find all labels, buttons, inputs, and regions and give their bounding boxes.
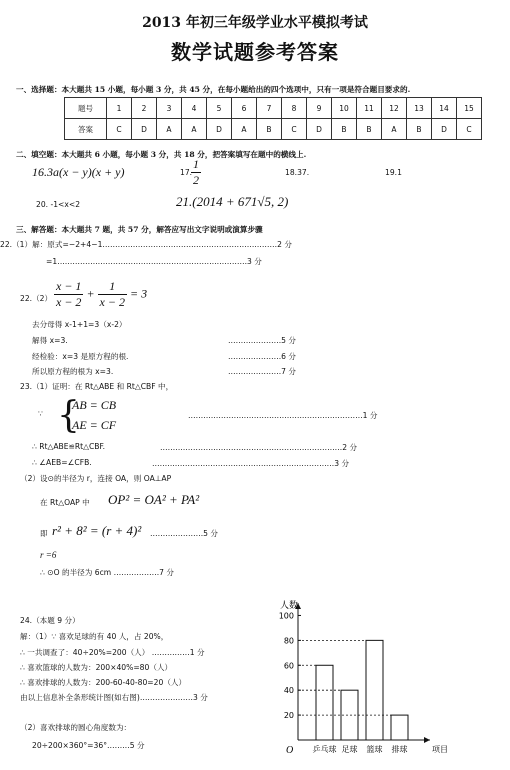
bar [366,640,383,740]
q23-2-pythagoras: OP² = OA² + PA² [108,492,200,507]
y-tick-label: 80 [283,636,294,646]
y-tick-label: 20 [283,711,294,721]
category-label: 篮球 [366,745,383,754]
q24-line6: （2）喜欢排球的圆心角度数为： [20,723,132,732]
q22-2-step2: 解得 x=3. [32,336,68,345]
answer-19: 19.1 [385,168,402,177]
y-tick-label: 40 [283,686,294,696]
answer-17-numerator: 1 [193,157,199,171]
answer-table-number-cell: 5 [207,98,232,119]
q22-1-line2: =1…………………………………………………………………3 分 [46,257,262,266]
answer-table-number-cell: 11 [357,98,382,119]
doc-title: 数学试题参考答案 [171,40,339,64]
answer-table-number-cell: 15 [457,98,482,119]
answer-table-answer-cell: A [182,119,207,140]
q23-2-equation: r² + 8² = (r + 4)² [52,523,142,538]
q23-because: ∵ [38,409,43,418]
q23-conclusion1-score: ………………………………………………………………2 分 [160,443,358,452]
q23-2-ie: 即 [40,529,48,538]
category-label: 足球 [341,745,358,754]
category-label: 排球 [391,745,408,754]
bar-chart [270,595,470,767]
section3-heading: 三、解答题：本大题共 7 题，共 57 分，解答应写出文字说明或演算步骤 [16,225,263,234]
answer-table-number-cell: 13 [407,98,432,119]
q23-eq-score: ……………………………………………………………1 分 [188,411,378,420]
q24-line4: ∴ 喜欢排球的人数为：200-60-40-80=20（人） [20,678,187,687]
q23-2-context: 在 Rt△OAP 中 [40,498,90,507]
q23-2-equation-score: …………………5 分 [150,529,218,538]
answer-table-answer-cell: B [332,119,357,140]
answer-table-answer-cell: D [307,119,332,140]
answer-table-number-cell: 1 [107,98,132,119]
y-tick-label: 60 [283,661,294,671]
q24-line2: ∴ 一共调查了：40÷20%=200（人） ……………1 分 [20,648,205,657]
section1-heading: 一、选择题：本大题共 15 小题，每小题 3 分，共 45 分，在每小题给出的四个选项中，只有一项是符合题目要求的. [16,85,411,94]
q24-line1: 解：（1）∵ 喜欢足球的有 40 人，占 20%， [20,632,169,641]
q22-2-step3-score: …………………6 分 [228,352,296,361]
answer-table-number-cell: 9 [307,98,332,119]
answer-table-answer-cell: B [357,119,382,140]
answer-21: 21.(2014 + 671√5, 2) [176,194,289,209]
answer-table-answer-cell: B [257,119,282,140]
q23-eq1: AB = CB [72,398,117,412]
answer-17-label: 17. [180,168,193,177]
answer-table-number-cell: 3 [157,98,182,119]
bar [391,715,408,740]
q22-2-plus: + [86,286,95,301]
q22-2-label: 22.（2） [20,294,53,303]
q23-conclusion1: ∴ Rt△ABE≌Rt△CBF. [32,442,106,451]
answer-table-answer-cell: B [407,119,432,140]
q23-conclusion2-score: ………………………………………………………………3 分 [152,459,350,468]
y-tick-label: 100 [278,611,294,621]
answer-table-answer-cell: A [157,119,182,140]
answer-table-answer-cell: D [207,119,232,140]
answer-table-number-cell: 2 [132,98,157,119]
q22-2-step2-score: …………………5 分 [228,336,296,345]
q24-line3: ∴ 喜欢篮球的人数为：200×40%=80（人） [20,663,173,672]
answer-table-answer-cell: D [432,119,457,140]
q23-2-intro: （2）设⊙的半径为 r，连接 OA，则 OA⊥AP [20,474,172,483]
q23-2-conclusion: ∴ ⊙O 的半径为 6cm ………………7 分 [40,568,175,577]
q22-2-frac1-num: x − 1 [56,279,82,293]
answer-table-number-cell: 10 [332,98,357,119]
q23-2-result: r =6 [40,550,57,560]
origin-label: O [286,745,294,756]
q23-brace: { [57,395,80,436]
answer-table-row2-label: 答案 [65,119,107,140]
section2-heading: 二、填空题：本大题共 6 小题，每小题 3 分，共 18 分，把答案填写在题中的横线上. [16,150,307,159]
q22-1-line1: 22.（1）解：原式=−2+4−1……………………………………………………………2 分 [0,240,292,249]
q24-line5: 由以上信息补全条形统计图(如右图)…………………3 分 [20,693,208,702]
answer-table-number-cell: 4 [182,98,207,119]
q23-1-intro: 23.（1）证明：在 Rt△ABE 和 Rt△CBF 中， [20,382,174,391]
answer-table-number-cell: 6 [232,98,257,119]
answer-20: 20. -1<x<2 [36,200,81,209]
q22-2-frac2-num: 1 [98,279,127,295]
q22-2-step1: 去分母得 x-1+1=3（x-2） [32,320,127,329]
q22-2-frac1-den: x − 2 [56,295,82,309]
answer-table-answer-cell: D [132,119,157,140]
answer-table-number-cell: 7 [257,98,282,119]
q23-conclusion2: ∴ ∠AEB=∠CFB. [32,458,92,467]
answer-table-answer-cell: C [107,119,132,140]
answer-16: 16.3a(x − y)(x + y) [32,165,125,179]
answer-17-fraction [191,157,201,188]
q24-line7: 20÷200×360°=36°………5 分 [32,741,145,750]
answer-table-row1-label: 题号 [65,98,107,119]
q22-2-rhs: = 3 [129,286,148,301]
answer-table-number-cell: 14 [432,98,457,119]
q22-2-equation [54,279,147,310]
y-axis-label: 人数 [280,601,299,611]
q22-2-frac2-den: x − 2 [99,295,125,309]
bar [316,665,333,740]
answer-18: 18.37. [285,168,310,177]
answer-table-answer-cell: C [282,119,307,140]
answer-table-number-cell: 8 [282,98,307,119]
answer-table-answer-cell: A [382,119,407,140]
exam-title: 2013 年初三年级学业水平模拟考试 [142,15,368,31]
q24-title: 24.（本题 9 分） [20,616,80,625]
answer-table-answer-row [65,119,482,140]
x-axis-arrow [424,737,430,743]
q22-2-step4: 所以原方程的根为 x=3. [32,367,114,376]
q23-eq2: AE = CF [72,418,117,432]
answer-table [64,97,482,140]
answer-table-number-row [65,98,482,119]
q22-2-step4-score: …………………7 分 [228,367,296,376]
answer-17-denominator: 2 [193,173,199,187]
answer-table-answer-cell: A [232,119,257,140]
q22-2-step3: 经检验：x=3 是原方程的根. [32,352,129,361]
answer-table-answer-cell: C [457,119,482,140]
category-label: 乒乓球 [312,745,337,754]
answer-table-number-cell: 12 [382,98,407,119]
x-axis-label: 项目 [432,745,448,754]
